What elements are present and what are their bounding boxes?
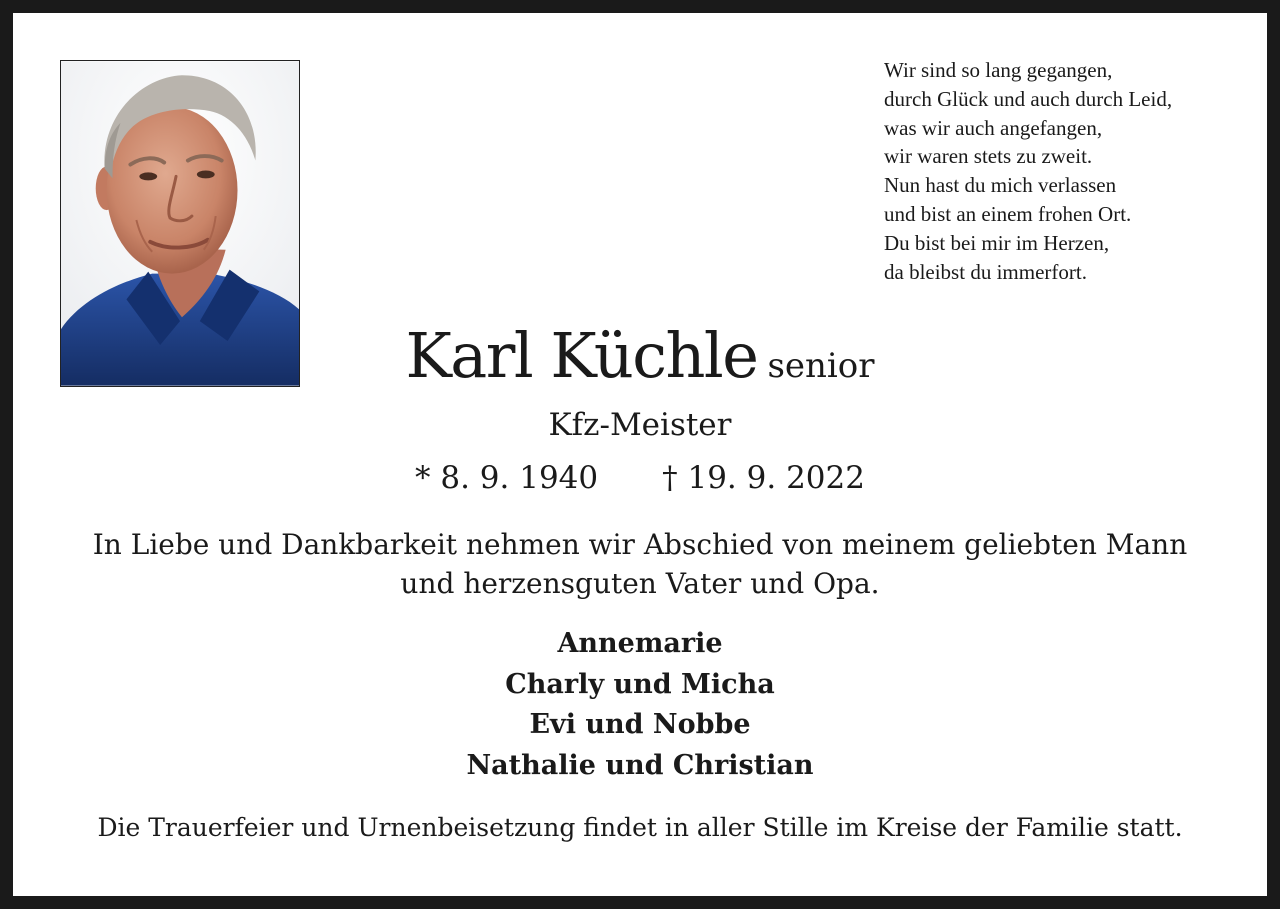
- deceased-name: Karl Küchle: [405, 319, 758, 392]
- poem-line: was wir auch angefangen,: [884, 115, 1103, 140]
- farewell-line: In Liebe und Dankbarkeit nehmen wir Abschied von meinem geliebten Mann: [92, 528, 1188, 561]
- poem-line: durch Glück und auch durch Leid,: [884, 86, 1173, 111]
- poem-line: wir waren stets zu zweit.: [884, 144, 1093, 169]
- poem: [884, 56, 1254, 286]
- closing-notice: Die Trauerfeier und Urnenbeisetzung findet in aller Stille im Kreise der Familie statt.: [97, 813, 1183, 842]
- life-dates: [13, 460, 1267, 496]
- mourner-name: Nathalie und Christian: [466, 749, 814, 781]
- poem-line: da bleibst du immerfort.: [884, 259, 1087, 284]
- mourner-name: Annemarie: [557, 628, 723, 659]
- deceased-profession: Kfz-Meister: [548, 407, 732, 443]
- mourner-name: Charly und Micha: [505, 668, 775, 700]
- poem-line: und bist an einem frohen Ort.: [884, 201, 1132, 226]
- poem-line: Wir sind so lang gegangen,: [884, 58, 1113, 82]
- obituary-card: [13, 13, 1267, 896]
- poem-line: Nun hast du mich verlassen: [884, 173, 1117, 198]
- deceased-name-suffix: senior: [767, 346, 875, 386]
- poem-line: Du bist bei mir im Herzen,: [884, 230, 1110, 255]
- birth-date: * 8. 9. 1940: [415, 460, 599, 496]
- death-date: † 19. 9. 2022: [662, 460, 865, 496]
- farewell-line: und herzensguten Vater und Opa.: [400, 567, 880, 600]
- farewell-text: [13, 525, 1267, 603]
- mourner-name: Evi und Nobbe: [529, 709, 751, 740]
- deceased-name-line: [13, 319, 1267, 392]
- mourners-list: [13, 624, 1267, 786]
